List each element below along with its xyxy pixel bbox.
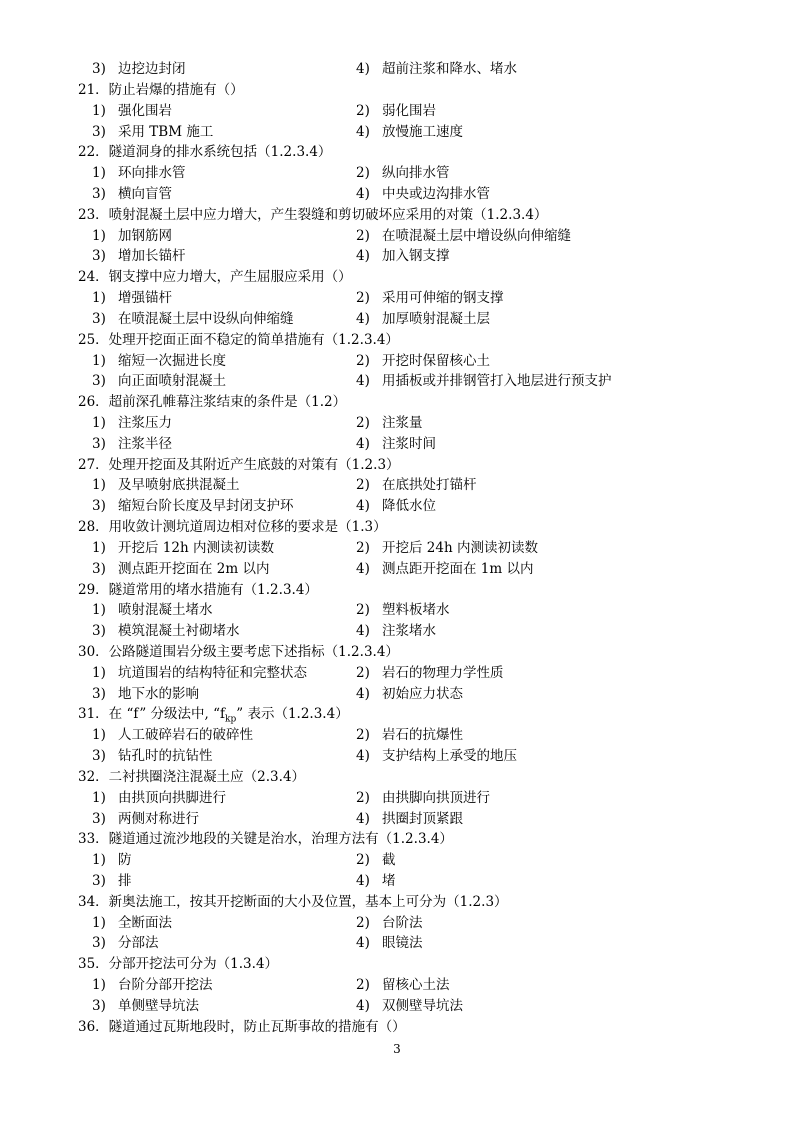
option-number: 1) — [92, 727, 106, 744]
option-number: 4) — [356, 685, 370, 702]
question-text-main: 23．喷射混凝土层中应力增大，产生裂缝和剪切破坏应采用的对策（1.2.3.4） — [78, 206, 548, 223]
option-number: 1) — [92, 414, 106, 431]
option-number: 1) — [92, 914, 106, 931]
option-number: 1) — [92, 227, 106, 244]
option-number: 2) — [356, 914, 370, 931]
option-text: 在底拱处打锚杆 — [382, 477, 477, 494]
options-row — [0, 538, 794, 559]
option-number: 3) — [92, 123, 106, 140]
option-number: 3) — [92, 560, 106, 577]
option-number: 4) — [356, 997, 370, 1014]
answer-option — [92, 600, 213, 621]
option-text: 注浆堵水 — [382, 623, 436, 640]
option-text: 由拱脚向拱顶进行 — [382, 789, 490, 806]
answer-option — [356, 850, 396, 871]
option-text: 超前注浆和降水、堵水 — [382, 61, 517, 77]
options-row — [0, 559, 794, 580]
option-text: 开挖时保留核心土 — [382, 352, 490, 369]
answer-option — [356, 933, 423, 954]
answer-option — [356, 975, 450, 996]
option-text: 防 — [118, 852, 132, 869]
answer-option — [92, 246, 186, 267]
option-number: 3) — [92, 685, 106, 702]
question-text — [78, 455, 400, 476]
answer-option — [92, 663, 307, 684]
option-number: 4) — [356, 310, 370, 327]
option-number: 4) — [356, 123, 370, 140]
option-text: 增加长锚杆 — [118, 248, 186, 265]
option-number: 3) — [92, 310, 106, 327]
option-text: 留核心土法 — [382, 977, 450, 994]
question-row — [0, 642, 794, 663]
option-number: 3) — [92, 810, 106, 827]
answer-option — [356, 600, 450, 621]
option-text: 开挖后 12h 内测读初读数 — [118, 539, 274, 556]
question-text — [78, 517, 387, 538]
options-row — [0, 309, 794, 330]
option-number: 1) — [92, 477, 106, 494]
option-number: 4) — [356, 185, 370, 202]
answer-option — [92, 621, 240, 642]
answer-option — [356, 496, 436, 517]
answer-option — [92, 122, 213, 143]
question-text-main: 33．隧道通过流沙地段的关键是治水，治理方法有（1.2.3.4） — [78, 831, 453, 848]
option-text: 排 — [118, 873, 132, 889]
option-number: 2) — [356, 852, 370, 869]
option-number: 2) — [356, 102, 370, 119]
option-number: 2) — [356, 664, 370, 681]
answer-option — [92, 538, 274, 559]
question-text-main: 35．分部开挖法可分为（1.3.4） — [78, 956, 279, 973]
question-text — [78, 767, 305, 788]
answer-option — [356, 809, 463, 830]
option-number: 3) — [92, 435, 106, 452]
question-text — [78, 892, 508, 913]
answer-option — [356, 788, 490, 809]
question-text — [78, 142, 331, 163]
answer-option — [356, 913, 423, 934]
answer-option — [356, 725, 463, 746]
option-text: 地下水的影响 — [118, 685, 199, 702]
option-number: 4) — [356, 373, 370, 390]
question-text — [78, 642, 399, 663]
option-text: 岩石的物理力学性质 — [382, 664, 504, 681]
option-text: 台阶分部开挖法 — [118, 977, 213, 994]
question-text-main: 24．钢支撑中应力增大，产生屈服应采用（） — [78, 269, 352, 286]
answer-option — [92, 226, 172, 247]
options-row — [0, 746, 794, 767]
options-row — [0, 850, 794, 871]
option-number: 1) — [92, 290, 106, 306]
option-number: 4) — [356, 748, 370, 765]
question-text — [78, 829, 453, 850]
option-text: 测点距开挖面在 1m 以内 — [382, 560, 534, 577]
question-row — [0, 455, 794, 476]
options-row — [0, 621, 794, 642]
option-text: 强化围岩 — [118, 102, 172, 119]
option-text: 注浆时间 — [382, 435, 436, 452]
option-text: 在喷混凝土层中增设纵向伸缩缝 — [382, 227, 571, 244]
option-text: 中央或边沟排水管 — [382, 185, 490, 202]
option-text: 分部法 — [118, 935, 159, 952]
option-number: 1) — [92, 789, 106, 806]
option-text: 眼镜法 — [382, 935, 423, 952]
option-number: 1) — [92, 602, 106, 619]
option-number: 4) — [356, 248, 370, 265]
question-text-main: 34．新奥法施工，按其开挖断面的大小及位置，基本上可分为（1.2.3） — [78, 893, 508, 910]
option-text: 环向排水管 — [118, 165, 186, 182]
question-row — [0, 142, 794, 163]
option-number: 4) — [356, 935, 370, 952]
option-text: 放慢施工速度 — [382, 123, 463, 140]
option-text: 向正面喷射混凝土 — [118, 373, 226, 390]
option-number: 3) — [92, 623, 106, 640]
options-row — [0, 371, 794, 392]
options-row — [0, 246, 794, 267]
question-text-tail: ” 表示（1.2.3.4） — [236, 706, 349, 723]
option-number: 3) — [92, 748, 106, 765]
option-number: 3) — [92, 61, 106, 77]
question-row — [0, 704, 794, 725]
answer-option — [356, 663, 504, 684]
answer-option — [92, 309, 294, 330]
option-number: 3) — [92, 498, 106, 515]
question-row — [0, 767, 794, 788]
answer-option — [356, 684, 463, 705]
question-text — [78, 205, 547, 226]
options-row — [0, 163, 794, 184]
option-number: 2) — [356, 477, 370, 494]
option-number: 1) — [92, 102, 106, 119]
option-number: 3) — [92, 185, 106, 202]
answer-option — [92, 725, 253, 746]
options-row — [0, 475, 794, 496]
options-row — [0, 122, 794, 143]
option-text: 注浆压力 — [118, 414, 172, 431]
option-text: 测点距开挖面在 2m 以内 — [118, 560, 270, 577]
answer-option — [356, 871, 396, 892]
options-row — [0, 725, 794, 746]
question-row — [0, 1017, 794, 1038]
question-text — [78, 1017, 406, 1038]
answer-option — [356, 996, 463, 1017]
option-number: 4) — [356, 623, 370, 640]
question-row — [0, 517, 794, 538]
question-row — [0, 205, 794, 226]
question-row — [0, 580, 794, 601]
answer-option — [92, 413, 172, 434]
question-row — [0, 829, 794, 850]
question-row — [0, 330, 794, 351]
question-text-main: 26．超前深孔帷幕注浆结束的条件是（1.2） — [78, 394, 347, 411]
answer-option — [92, 788, 226, 809]
option-text: 边挖边封闭 — [118, 61, 186, 77]
answer-option — [356, 59, 517, 80]
option-text: 人工破碎岩石的破碎性 — [118, 727, 253, 744]
question-text — [78, 80, 244, 101]
options-row — [0, 184, 794, 205]
option-text: 钻孔时的抗钻性 — [118, 748, 213, 765]
option-number: 1) — [92, 165, 106, 182]
option-text: 喷射混凝土堵水 — [118, 602, 213, 619]
option-text: 加厚喷射混凝土层 — [382, 310, 490, 327]
option-text: 单侧壁导坑法 — [118, 997, 199, 1014]
page-number: 3 — [393, 1042, 401, 1056]
option-number: 3) — [92, 935, 106, 952]
answer-option — [356, 288, 504, 309]
question-text-main: 36．隧道通过瓦斯地段时，防止瓦斯事故的措施有（） — [78, 1018, 406, 1035]
option-text: 及早喷射底拱混凝土 — [118, 477, 240, 494]
question-text — [78, 954, 278, 975]
option-number: 2) — [356, 414, 370, 431]
option-text: 增强锚杆 — [118, 290, 172, 306]
option-text: 开挖后 24h 内测读初读数 — [382, 539, 538, 556]
answer-option — [92, 496, 294, 517]
answer-option — [92, 101, 172, 122]
answer-option — [92, 371, 226, 392]
option-text: 坑道围岩的结构特征和完整状态 — [118, 664, 307, 681]
answer-option — [92, 933, 159, 954]
option-text: 模筑混凝土衬砌堵水 — [118, 623, 240, 640]
answer-option — [92, 684, 199, 705]
option-text: 岩石的抗爆性 — [382, 727, 463, 744]
answer-option — [356, 371, 612, 392]
option-number: 2) — [356, 290, 370, 306]
option-text: 全断面法 — [118, 914, 172, 931]
options-row — [0, 496, 794, 517]
answer-option — [356, 559, 533, 580]
option-number: 4) — [356, 873, 370, 889]
option-text: 塑料板堵水 — [382, 602, 450, 619]
question-row — [0, 892, 794, 913]
option-number: 2) — [356, 727, 370, 744]
option-number: 2) — [356, 602, 370, 619]
question-text-main: 30．公路隧道围岩分级主要考虑下述指标（1.2.3.4） — [78, 644, 399, 660]
option-number: 2) — [356, 539, 370, 556]
option-number: 3) — [92, 373, 106, 390]
option-number: 3) — [92, 248, 106, 265]
question-text-main: 28．用收敛计测坑道周边相对位移的要求是（1.3） — [78, 519, 387, 535]
question-text — [78, 392, 346, 413]
question-text-main: 22．隧道洞身的排水系统包括（1.2.3.4） — [78, 144, 332, 161]
options-row — [0, 226, 794, 247]
option-text: 弱化围岩 — [382, 102, 436, 119]
option-text: 缩短一次掘进长度 — [118, 352, 226, 369]
option-text: 加入钢支撑 — [382, 248, 450, 265]
answer-option — [92, 975, 213, 996]
answer-option — [92, 475, 240, 496]
option-number: 2) — [356, 977, 370, 994]
option-text: 用插板或并排钢管打入地层进行预支护 — [382, 373, 612, 390]
answer-option — [92, 163, 186, 184]
answer-option — [92, 809, 199, 830]
option-number: 2) — [356, 227, 370, 244]
option-number: 4) — [356, 560, 370, 577]
answer-option — [92, 351, 226, 372]
options-row — [0, 913, 794, 934]
option-text: 采用 TBM 施工 — [118, 123, 214, 140]
question-row — [0, 267, 794, 288]
answer-option — [92, 184, 172, 205]
answer-option — [92, 434, 172, 455]
answer-option — [92, 288, 172, 309]
options-row — [0, 600, 794, 621]
options-row — [0, 59, 794, 80]
question-text-main: 31．在 “f” 分级法中, “f — [78, 706, 226, 723]
answer-option — [92, 850, 132, 871]
option-text: 双侧壁导坑法 — [382, 997, 463, 1014]
question-text-main: 21．防止岩爆的措施有（） — [78, 81, 244, 98]
option-number: 4) — [356, 498, 370, 515]
answer-option — [356, 101, 436, 122]
options-row — [0, 288, 794, 309]
option-number: 1) — [92, 664, 106, 681]
option-text: 台阶法 — [382, 914, 423, 931]
option-text: 两侧对称进行 — [118, 810, 199, 827]
option-number: 4) — [356, 435, 370, 452]
option-text: 初始应力状态 — [382, 685, 463, 702]
answer-option — [356, 413, 423, 434]
options-row — [0, 101, 794, 122]
answer-option — [92, 996, 199, 1017]
option-text: 注浆量 — [382, 414, 423, 431]
answer-option — [356, 351, 490, 372]
answer-option — [356, 122, 463, 143]
options-row — [0, 684, 794, 705]
option-number: 4) — [356, 61, 370, 77]
option-text: 加钢筋网 — [118, 227, 172, 244]
answer-option — [356, 309, 490, 330]
answer-option — [356, 184, 490, 205]
answer-option — [92, 746, 213, 767]
option-text: 堵 — [382, 873, 396, 889]
question-text — [78, 330, 399, 351]
option-number: 4) — [356, 810, 370, 827]
option-number: 3) — [92, 997, 106, 1014]
question-text — [78, 580, 318, 601]
answer-option — [356, 746, 517, 767]
option-number: 2) — [356, 352, 370, 369]
answer-option — [92, 913, 172, 934]
option-number: 2) — [356, 789, 370, 806]
option-text: 采用可伸缩的钢支撑 — [382, 290, 504, 306]
answer-option — [92, 559, 269, 580]
option-text: 降低水位 — [382, 498, 436, 515]
question-subscript: kp — [225, 715, 237, 726]
option-text: 注浆半径 — [118, 435, 172, 452]
options-row — [0, 788, 794, 809]
option-text: 横向盲管 — [118, 185, 172, 202]
answer-option — [356, 434, 436, 455]
question-text-main: 25．处理开挖面正面不稳定的简单措施有（1.2.3.4） — [78, 331, 399, 348]
question-row — [0, 392, 794, 413]
option-text: 支护结构上承受的地压 — [382, 748, 517, 765]
question-row — [0, 80, 794, 101]
options-row — [0, 663, 794, 684]
options-row — [0, 809, 794, 830]
option-number: 3) — [92, 873, 106, 889]
option-text: 纵向排水管 — [382, 165, 450, 182]
answer-option — [356, 246, 450, 267]
option-number: 1) — [92, 852, 106, 869]
answer-option — [356, 163, 450, 184]
question-row — [0, 954, 794, 975]
answer-option — [356, 538, 538, 559]
option-text: 在喷混凝土层中设纵向伸缩缝 — [118, 310, 294, 327]
options-row — [0, 996, 794, 1017]
options-row — [0, 933, 794, 954]
option-text: 由拱顶向拱脚进行 — [118, 789, 226, 806]
question-text-main: 27．处理开挖面及其附近产生底鼓的对策有（1.2.3） — [78, 456, 400, 473]
options-row — [0, 434, 794, 455]
options-row — [0, 413, 794, 434]
question-text-main: 32．二衬拱圈浇注混凝土应（2.3.4） — [78, 768, 306, 785]
option-number: 1) — [92, 539, 106, 556]
question-text-main: 29．隧道常用的堵水措施有（1.2.3.4） — [78, 581, 318, 598]
options-row — [0, 975, 794, 996]
answer-option — [92, 871, 132, 892]
option-text: 拱圈封顶紧跟 — [382, 810, 463, 827]
options-row — [0, 871, 794, 892]
answer-option — [356, 226, 571, 247]
option-text: 缩短台阶长度及早封闭支护环 — [118, 498, 294, 515]
question-text — [78, 267, 352, 288]
option-number: 2) — [356, 165, 370, 182]
answer-option — [356, 621, 436, 642]
options-row — [0, 351, 794, 372]
answer-option — [356, 475, 477, 496]
option-number: 1) — [92, 977, 106, 994]
answer-option — [92, 59, 186, 80]
option-number: 1) — [92, 352, 106, 369]
option-text: 截 — [382, 852, 396, 869]
